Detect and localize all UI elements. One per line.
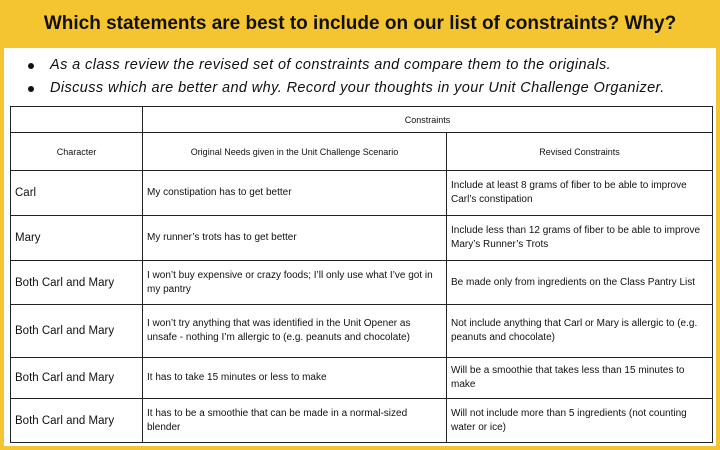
instruction-item [4,54,716,77]
title-bar [0,0,720,44]
original-need-cell: My runner’s trots has to get better [143,216,447,261]
character-cell: Both Carl and Mary [11,358,143,399]
character-cell: Both Carl and Mary [11,305,143,358]
bullet-icon [28,86,34,92]
table-row [11,171,713,216]
character-cell: Both Carl and Mary [11,261,143,305]
bullet-icon [28,63,34,69]
column-header-original: Original Needs given in the Unit Challenge Scenario [143,133,447,171]
table-row [11,305,713,358]
slide-title: Which statements are best to include on our list of constraints? Why? [43,13,677,34]
slide-content [4,48,716,446]
original-need-cell: I won’t try anything that was identified in the Unit Opener as unsafe - nothing I’m allergic to (e.g. peanuts and chocolate) [143,305,447,358]
character-cell: Both Carl and Mary [11,399,143,443]
constraints-group-header: Constraints [143,107,713,133]
original-need-cell: It has to take 15 minutes or less to make [143,358,447,399]
instruction-text: As a class review the revised set of constraints and compare them to the originals. [50,57,612,73]
instruction-text: Discuss which are better and why. Record your thoughts in your Unit Challenge Organizer. [50,80,665,96]
table-row [11,399,713,443]
table-row [11,261,713,305]
revised-constraint-cell: Include less than 12 grams of fiber to be able to improve Mary’s Runner’s Trots [447,216,713,261]
table-corner-cell [11,107,143,133]
revised-constraint-cell: Will be a smoothie that takes less than 15 minutes to make [447,358,713,399]
character-cell: Mary [11,216,143,261]
revised-constraint-cell: Include at least 8 grams of fiber to be able to improve Carl’s constipation [447,171,713,216]
character-cell: Carl [11,171,143,216]
original-need-cell: It has to be a smoothie that can be made in a normal-sized blender [143,399,447,443]
table-group-header-row [11,107,713,133]
original-need-cell: I won’t buy expensive or crazy foods; I’ll only use what I’ve got in my pantry [143,261,447,305]
table-row [11,358,713,399]
column-header-revised: Revised Constraints [447,133,713,171]
instruction-list [4,54,716,100]
revised-constraint-cell: Will not include more than 5 ingredients (not counting water or ice) [447,399,713,443]
original-need-cell: My constipation has to get better [143,171,447,216]
revised-constraint-cell: Not include anything that Carl or Mary is allergic to (e.g. peanuts and chocolate) [447,305,713,358]
revised-constraint-cell: Be made only from ingredients on the Class Pantry List [447,261,713,305]
instruction-item [4,77,716,100]
column-header-character: Character [11,133,143,171]
table-header-row [11,133,713,171]
constraints-table [10,106,713,443]
table-row [11,216,713,261]
